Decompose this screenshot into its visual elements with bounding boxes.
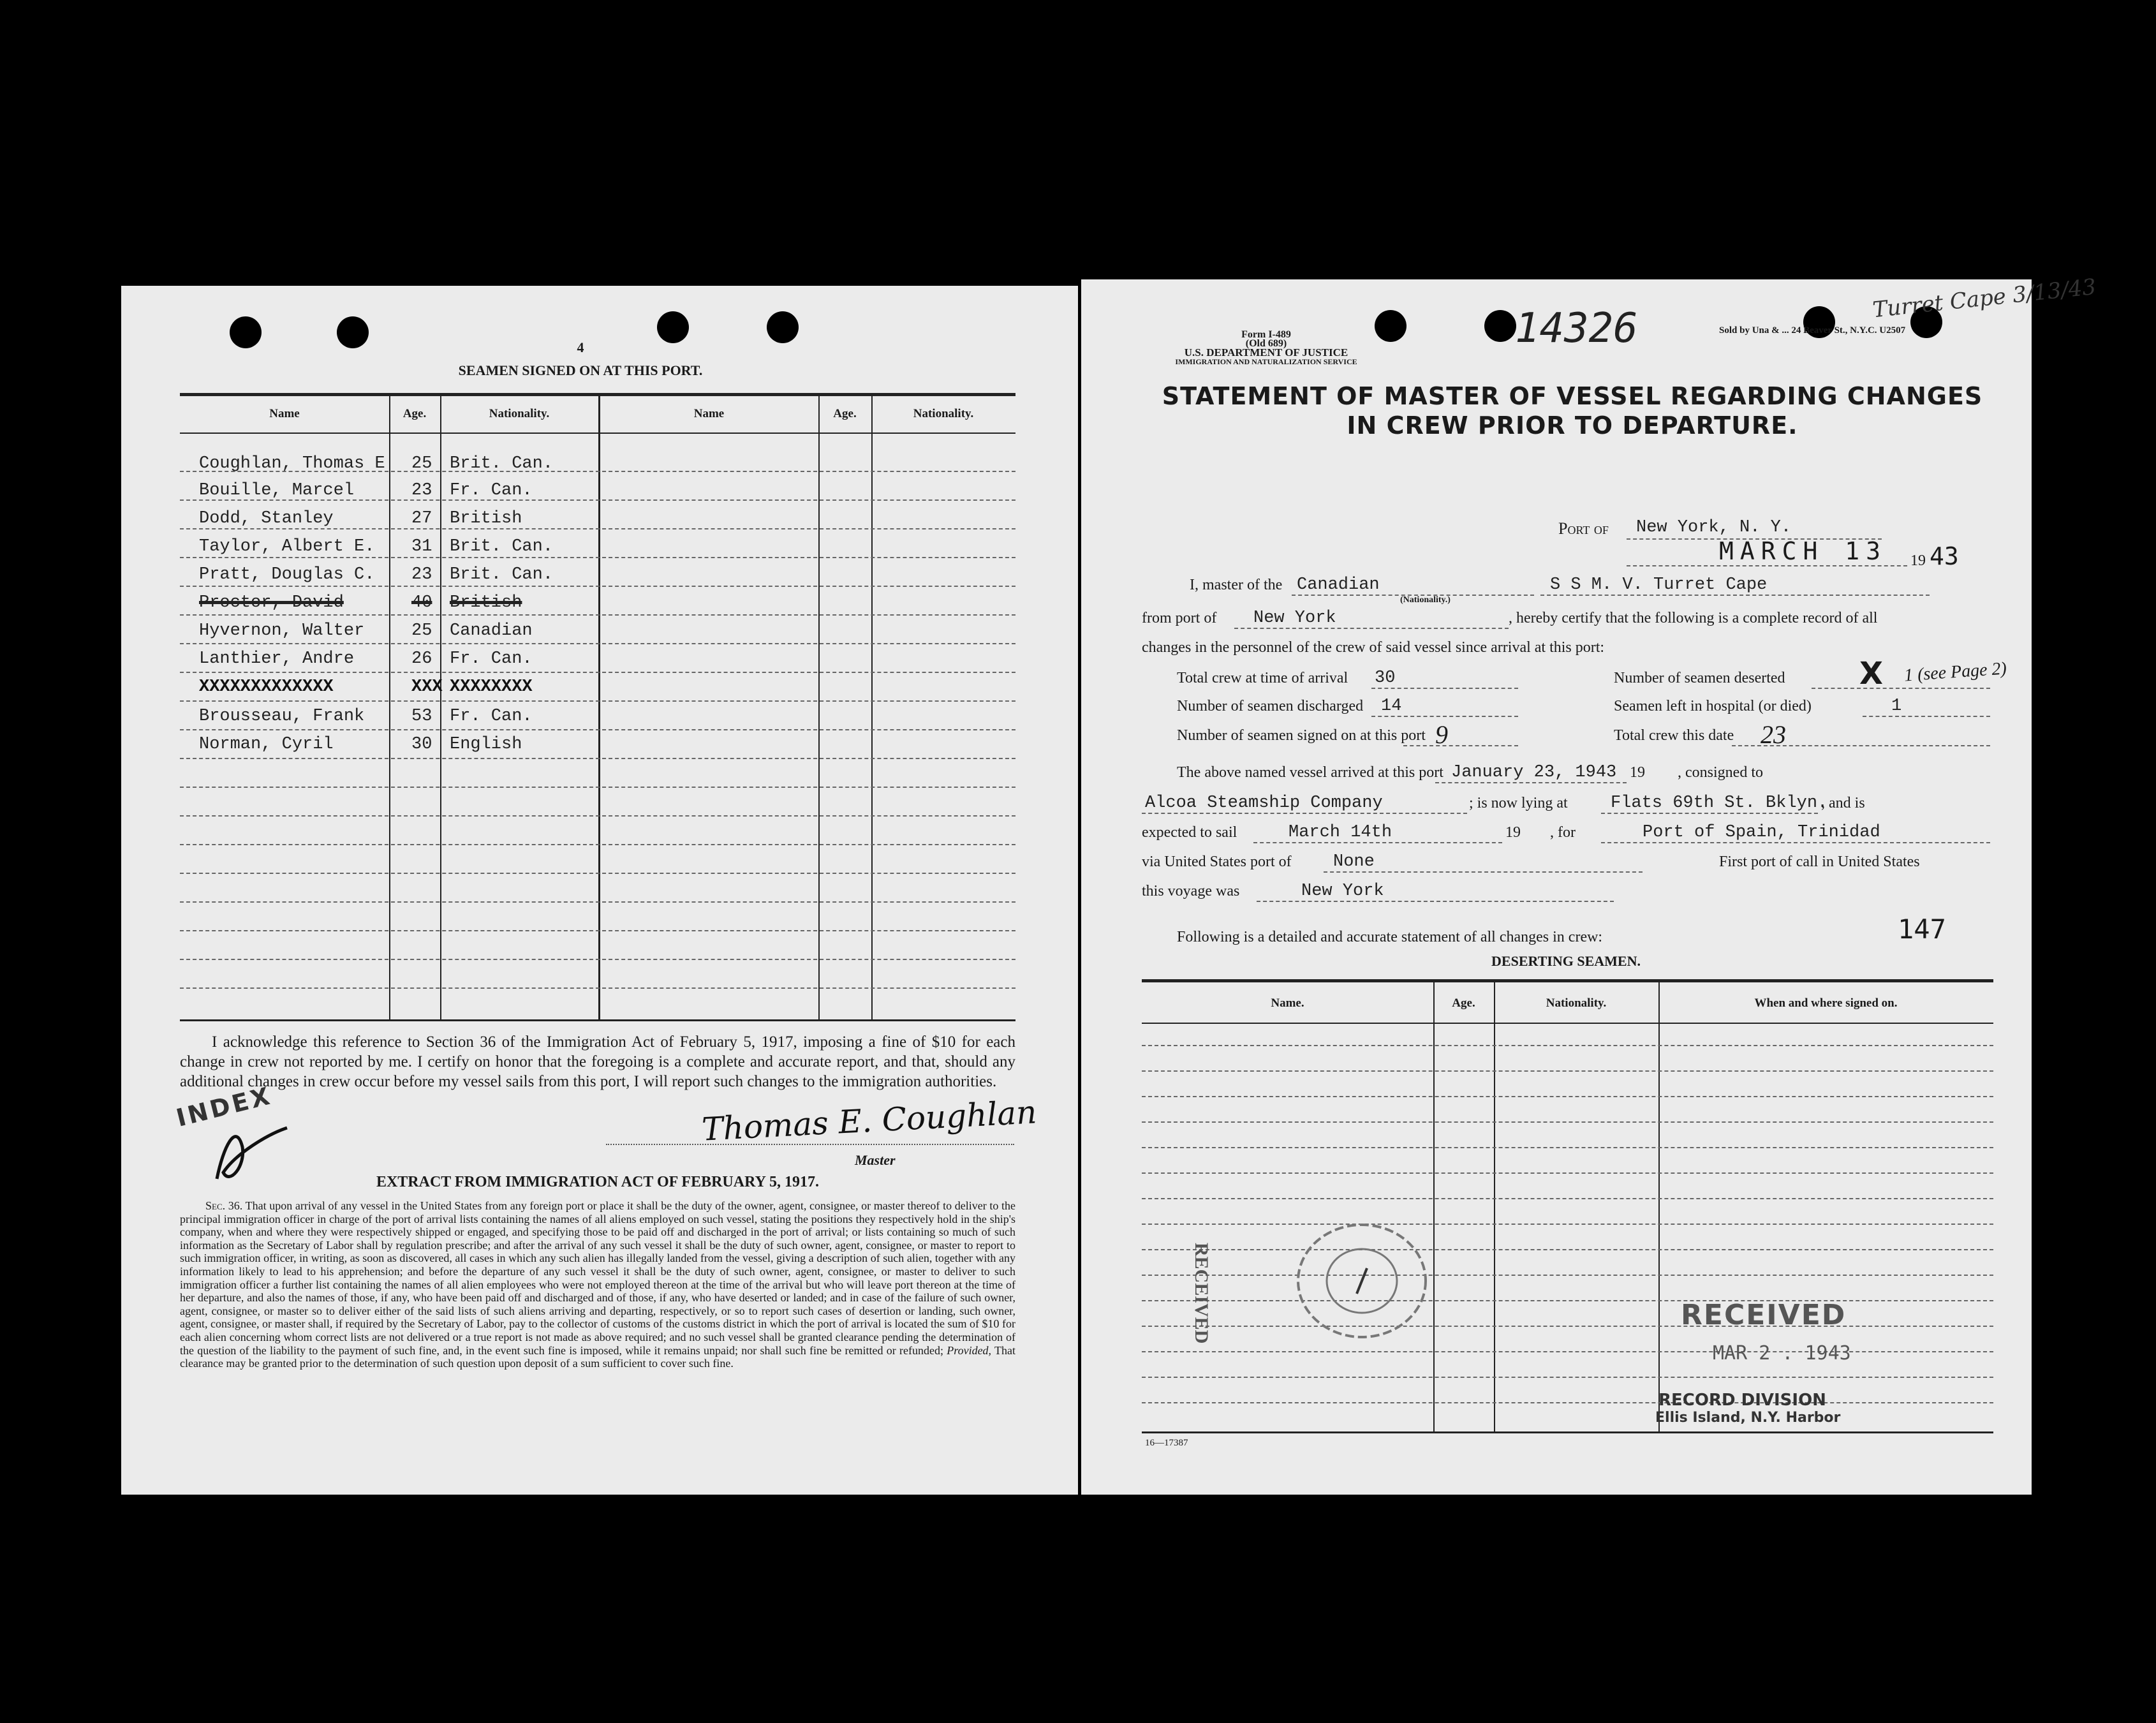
fill-line (1142, 813, 1467, 814)
expected-year-prefix: 19 (1505, 824, 1521, 841)
lying-value: Flats 69th St. Bklyn. (1611, 794, 1828, 813)
row-rule (180, 844, 1015, 845)
expected-value: March 14th (1288, 823, 1392, 842)
row-rule (1142, 1096, 1993, 1097)
changes-text: changes in the personnel of the crew of said vessel since arrival at this port: (1142, 639, 1605, 656)
seaman-age: 40 (411, 593, 432, 612)
row-rule (180, 787, 1015, 788)
seaman-nationality: Brit. Can. (450, 454, 554, 473)
voyage-value: New York (1301, 882, 1384, 901)
desert-col-age: Age. (1452, 996, 1475, 1010)
seaman-age: 53 (411, 707, 432, 726)
record-division: RECORD DIVISION (1658, 1391, 1826, 1410)
port-label: Port of (1558, 519, 1609, 538)
form-header (1170, 330, 1362, 366)
total-arrival-value: 30 (1375, 669, 1396, 688)
col-header-age-2: Age. (833, 407, 857, 420)
nationality-value: Canadian (1297, 575, 1380, 595)
row-rule (1142, 1300, 1993, 1301)
discharged-value: 14 (1381, 697, 1402, 716)
seaman-name: Hyvernon, Walter (199, 621, 365, 640)
seaman-age: 23 (411, 565, 432, 584)
col-header-nationality: Nationality. (489, 407, 550, 420)
master-label: I, master of the (1190, 577, 1283, 593)
received-stamp-side: RECEIVED (1191, 1243, 1212, 1344)
seaman-name: Coughlan, Thomas E (199, 454, 385, 473)
row-rule (180, 901, 1015, 903)
column-divider (818, 394, 820, 1021)
fill-line (1435, 782, 1627, 783)
total-date-value: 23 (1761, 720, 1786, 749)
arrived-year-prefix: 19 (1630, 764, 1645, 781)
fill-line (1371, 688, 1518, 689)
signed-on-value: 9 (1435, 720, 1448, 749)
col-header-nationality-2: Nationality. (913, 407, 974, 420)
punch-hole (767, 311, 799, 343)
row-rule (180, 758, 1015, 759)
desert-table-header-rule (1142, 1023, 1993, 1024)
received-stamp: RECEIVED (1681, 1299, 1847, 1331)
column-divider (1658, 981, 1660, 1431)
seaman-age: 27 (411, 509, 432, 528)
consigned-label: , consigned to (1678, 764, 1763, 781)
row-rule (1142, 1275, 1993, 1276)
printer-imprint: Sold by Una & ... 24 Beaver St., N.Y.C. U2507 (1719, 325, 1906, 336)
desert-table-bottom (1142, 1431, 1993, 1433)
row-rule (180, 557, 1015, 558)
row-rule (180, 930, 1015, 931)
via-label: via United States port of (1142, 854, 1292, 870)
section-title: SEAMEN SIGNED ON AT THIS PORT. (458, 362, 703, 378)
fill-line (1253, 842, 1502, 843)
certify-text: , hereby certify that the following is a complete record of all (1509, 610, 1878, 626)
seaman-nationality: British (450, 509, 522, 528)
arrived-label: The above named vessel arrived at this port (1177, 764, 1443, 781)
table-bottom-rule (180, 1019, 1015, 1021)
seaman-age: 25 (411, 621, 432, 640)
seaman-age: 30 (411, 735, 432, 754)
deserting-title: DESERTING SEAMEN. (1491, 953, 1641, 969)
left-page (121, 286, 1078, 1495)
deserted-value: X (1859, 656, 1884, 691)
from-port-value: New York (1253, 609, 1336, 628)
form-title (1132, 381, 2012, 440)
seaman-nationality: Fr. Can. (450, 481, 533, 500)
seaman-nationality: Fr. Can. (450, 649, 533, 669)
table-top-rule (180, 393, 1015, 396)
total-date-label: Total crew this date (1614, 727, 1734, 744)
col-header-name-2: Name (693, 407, 725, 420)
row-rule (1142, 1198, 1993, 1199)
column-divider (1433, 981, 1435, 1431)
form-title-line2: IN CREW PRIOR TO DEPARTURE. (1347, 411, 1798, 440)
row-rule (180, 873, 1015, 874)
seaman-name: Pratt, Douglas C. (199, 565, 375, 584)
following-text: Following is a detailed and accurate statement of all changes in crew: (1177, 929, 1603, 945)
row-rule (1142, 1070, 1993, 1072)
form-title-line1: STATEMENT OF MASTER OF VESSEL REGARDING CHANGES (1162, 382, 1983, 410)
expected-label: expected to sail (1142, 824, 1237, 841)
row-rule (180, 959, 1015, 960)
row-rule (180, 528, 1015, 529)
col-header-name: Name (269, 407, 300, 420)
port-value: New York, N. Y. (1636, 518, 1792, 537)
seaman-name: Proctor, David (199, 593, 344, 612)
seaman-nationality: British (450, 593, 522, 612)
row-rule (1142, 1326, 1993, 1327)
fill-line (1540, 595, 1930, 596)
seaman-name: Norman, Cyril (199, 735, 334, 754)
department: U.S. DEPARTMENT OF JUSTICE (1184, 346, 1348, 359)
row-rule (1142, 1045, 1993, 1046)
fill-line (1732, 745, 1990, 746)
old-number: (Old 689) (1245, 338, 1287, 349)
for-value: Port of Spain, Trinidad (1643, 823, 1880, 842)
seaman-name: Dodd, Stanley (199, 509, 334, 528)
seaman-name: Brousseau, Frank (199, 707, 365, 726)
seaman-nationality: Canadian (450, 621, 533, 640)
seaman-nationality: XXXXXXXX (450, 677, 533, 697)
desert-col-name: Name. (1271, 996, 1304, 1010)
seaman-name: Lanthier, Andre (199, 649, 355, 669)
column-divider (440, 394, 441, 1021)
received-date: MAR 2 . 1943 (1713, 1342, 1851, 1364)
fill-line (1601, 842, 1990, 843)
lying-label: ; is now lying at (1469, 795, 1568, 811)
fill-line (1812, 688, 1990, 689)
nationality-caption: (Nationality.) (1400, 595, 1451, 605)
extract-text (180, 1199, 1015, 1370)
year-value: 43 (1930, 542, 1959, 570)
deserted-note: 1 (see Page 2) (1903, 658, 2007, 686)
fill-line (1234, 628, 1509, 629)
punch-hole (337, 316, 369, 348)
extract-title: EXTRACT FROM IMMIGRATION ACT OF FEBRUARY 5, 1917. (376, 1174, 820, 1190)
row-rule (180, 586, 1015, 587)
for-label: , for (1550, 824, 1576, 841)
column-divider (389, 394, 390, 1021)
seaman-name: XXXXXXXXXXXXX (199, 677, 334, 697)
hospital-label: Seamen left in hospital (or died) (1614, 698, 1812, 714)
row-rule (180, 729, 1015, 730)
row-rule (1142, 1351, 1993, 1352)
fill-line (1257, 901, 1614, 902)
from-port-label: from port of (1142, 610, 1217, 626)
ellis-island: Ellis Island, N.Y. Harbor (1655, 1410, 1841, 1426)
seaman-age: 25 (411, 454, 432, 473)
fill-line (1371, 716, 1518, 717)
punch-hole (1375, 310, 1407, 342)
page-number: 4 (577, 339, 584, 355)
desert-col-signed-on: When and where signed on. (1754, 996, 1898, 1010)
column-divider (598, 394, 600, 1021)
seaman-name: Bouille, Marcel (199, 481, 355, 500)
seaman-name: Taylor, Albert E. (199, 537, 375, 556)
seaman-age: 31 (411, 537, 432, 556)
form-number: Form I-489 (1241, 329, 1291, 340)
row-rule (180, 672, 1015, 673)
fill-line (1601, 813, 1818, 814)
seaman-nationality: Brit. Can. (450, 565, 554, 584)
file-number: 14326 (1515, 305, 1638, 352)
date-value: MARCH 13 (1719, 537, 1887, 565)
column-divider (1494, 981, 1495, 1431)
fill-line (1627, 565, 1907, 566)
seaman-age: 26 (411, 649, 432, 669)
service: IMMIGRATION AND NATURALIZATION SERVICE (1175, 357, 1357, 366)
seaman-nationality: Fr. Can. (450, 707, 533, 726)
right-page (1081, 274, 2097, 1495)
row-rule (180, 987, 1015, 989)
desert-col-nationality: Nationality. (1546, 996, 1607, 1010)
row-rule (1142, 1224, 1993, 1225)
seaman-age: XXX (411, 677, 443, 697)
footer-code: 16—17387 (1145, 1438, 1188, 1448)
column-divider (871, 394, 873, 1021)
signature-line (606, 1144, 1014, 1145)
circular-stamp (1285, 1217, 1438, 1351)
extract-section: Sec. 36. (205, 1199, 243, 1212)
signature-label: Master (855, 1152, 896, 1168)
extract-end: That clearance may be granted prior to the determination of such question upon deposit of a sum sufficient to cover such fine. (180, 1343, 1015, 1370)
seaman-nationality: English (450, 735, 522, 754)
fill-line (1863, 716, 1990, 717)
row-rule (180, 700, 1015, 702)
table-header-rule (180, 433, 1015, 434)
voyage-label: this voyage was (1142, 883, 1240, 899)
discharged-label: Number of seamen discharged (1177, 698, 1364, 714)
row-rule (180, 815, 1015, 817)
row-rule (180, 643, 1015, 644)
count-value: 147 (1898, 913, 1946, 945)
desert-table-top (1142, 979, 1993, 982)
seaman-nationality: Brit. Can. (450, 537, 554, 556)
row-rule (1142, 1147, 1993, 1148)
first-port-label: First port of call in United States (1719, 854, 1920, 870)
punch-hole (230, 316, 262, 348)
handwritten-note: Turret Cape 3/13/43 (1871, 274, 2097, 323)
row-rule (1142, 1172, 1993, 1174)
fill-line (1324, 871, 1643, 873)
total-arrival-label: Total crew at time of arrival (1177, 670, 1348, 686)
fill-line (1403, 745, 1518, 746)
year-prefix: 19 (1910, 552, 1926, 569)
arrived-value: January 23, 1943 (1451, 763, 1617, 782)
index-stamp: INDEX (173, 1081, 275, 1132)
signed-on-label: Number of seamen signed on at this port (1177, 727, 1426, 744)
col-header-age: Age. (402, 407, 427, 420)
extract-proviso: Provided, (947, 1343, 992, 1357)
via-value: None (1333, 852, 1375, 871)
row-rule (1142, 1377, 1993, 1378)
deserted-label: Number of seamen deserted (1614, 670, 1785, 686)
hospital-value: 1 (1891, 697, 1902, 716)
fill-line (1292, 595, 1534, 596)
punch-hole (657, 311, 689, 343)
seaman-age: 23 (411, 481, 432, 500)
row-rule (1142, 1121, 1993, 1123)
row-rule (180, 614, 1015, 616)
row-rule (1142, 1402, 1993, 1403)
punch-hole (1484, 310, 1516, 342)
row-rule (1142, 1249, 1993, 1250)
vessel-value: S S M. V. Turret Cape (1550, 575, 1768, 595)
consignee-value: Alcoa Steamship Company (1145, 794, 1383, 813)
master-signature: Thomas E. Coughlan (700, 1093, 1038, 1148)
and-is-text: , and is (1821, 795, 1865, 811)
extract-body: That upon arrival of any vessel in the United States from any foreign port or place it shall be the duty of the owner, agent, consignee, or master thereof to deliver to the principal immigration officer in charge of the port of arrival lists containing the names of all aliens employed on such vessel, stating the positions they respectively hold in the ship's company, when and where they were respectively shipped or engaged, and specifying those to be paid off and discharged in the port of arrival; or lists containing so much of such information as the Secretary of Labor shall by regulation prescribe; and after the arrival of any such vessel it shall be the duty of such owner, agent, consignee, or master to report to such immigration officer, in writing, as soon as discovered, all cases in which any such alien has illegally landed from the vessel, giving a description of such alien, together with any information likely to lead to his apprehension; and before the departure of any such vessel it shall be the duty of such owner, agent, consignee, or master to deliver to such immigration officer a further list containing the names of all alien employees who were not employed thereon at the time of the arrival but who will leave port thereon at the time of her departure, and also the names of those, if any, who have been paid off and discharged and of those, if any, who have deserted or landed; and in case of the failure of such owner, agent, consignee, or master so to deliver either of the said lists of such aliens arriving and departing, respectively, or so to report such cases of desertion or landing, such owner, agent, consignee, or master shall, if required by the Secretary of Labor, pay to the collector of customs of the customs district in which the port of arrival is located the sum of $10 for each alien concerning whom correct lists are not delivered or a true report is not made as above required; and no such vessel shall be granted clearance pending the determination of the question of the liability to the payment of such fine, and, in the event such fine is imposed, while it remains unpaid; nor shall such fine be remitted or refunded; (180, 1199, 1016, 1357)
acknowledgement-text: I acknowledge this reference to Section 36 of the Immigration Act of February 5, 1917, imposing a fine of $10 for each change in crew not reported by me. I certify on honor that the foregoing is a complete and accurate report, and that, should any additional changes in crew occur before my vessel sails from this port, I will report such changes to the immigration authorities. (180, 1033, 1015, 1090)
